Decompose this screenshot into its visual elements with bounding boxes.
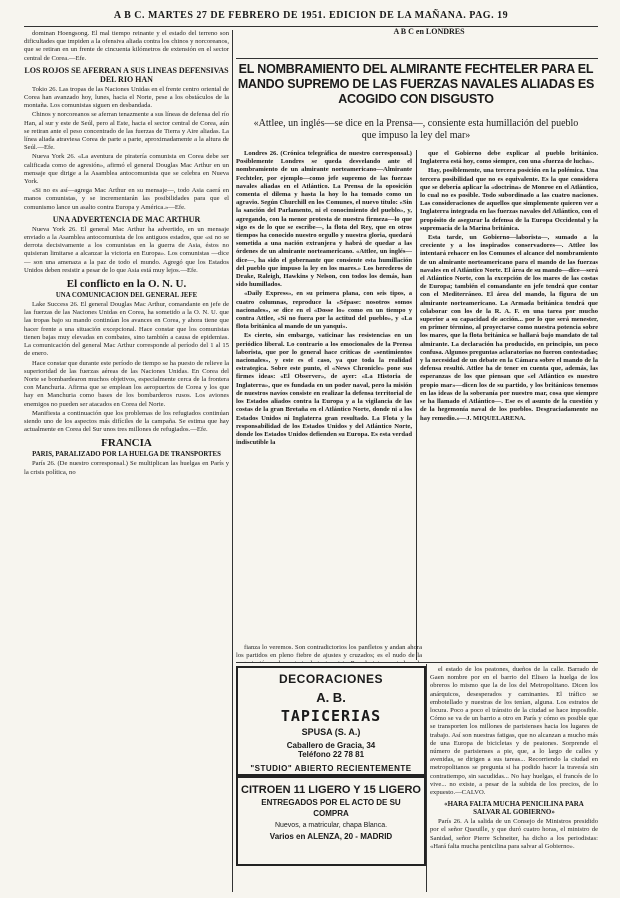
paragraph: Londres 26. (Crónica telegráfica de nuestro corresponsal.) Posiblemente Londres se queda desvelando ante el nombramiento de un almirante norteamericano—Almirante Fechteler, por ejemplo—como jefe supremo de las fuerzas navales aliadas en el Atlántico. La Prensa de la oposición comenta el dilema y hasta la hoy lo ha tomado como un agravio. Según Churchill en los Comunes, el nuevo título: «Sin la sanción del Parlamento, ni el conocimiento del pueblo», y, agregando, con la menor protesta de nuestra firmeza—lo que sigo es de lo que se escribe—, la flota del Rey, que en otros tiempos ha conocido nuestro orgullo y nuestra gloria, quedará sometida a una nación extranjera y habrá de quedar a las órdenes de un almirante norteamericano. «Attlee, un inglés—dice—, ha sido el gobernante que consiente esta humillación del pueblo que impuso la ley en los mares.» Los herederos de Drake, Raleigh, Hawkins y Nelson, con todos los demás, han sido humillados.	[236, 150, 412, 289]
paragraph: París 26. A la salida de un Consejo de Ministros presidido por el señor Queuille, y que duró cuatro horas, el ministro de Sanidad, señor Pierre Schneiter, ha dicho a los periodistas: «Hará falta mucha penicilina para salvar al Gobierno».	[430, 818, 598, 850]
francia-continued-column	[430, 666, 598, 892]
main-headline: EL NOMBRAMIENTO DEL ALMIRANTE FECHTELER PARA EL MANDO SUPREMO DE LAS FUERZAS NAVALES ALIADAS ES ACOGIDO CON DISGUSTO	[237, 62, 595, 106]
advert-line: Nuevos, a matricular, chapa Blanca.	[274, 822, 388, 829]
heading-francia: FRANCIA	[101, 437, 152, 450]
advert-title: DECORACIONES	[278, 672, 383, 686]
subheading-comunicacion: UNA COMUNICACION DEL GENERAL JEFE	[55, 292, 198, 300]
advert-tagline: "STUDIO" ABIERTO RECIENTEMENTE	[250, 764, 412, 773]
advert-phone: Teléfono 22 78 81	[297, 750, 365, 759]
paragraph: Es cierto, sin embargo, vaticinar las resistencias en un periódico liberal. Lo contrario a los emocionales de la Prensa laborista, que por lo general hace críticas de «sentimientos nacionales», y este es el caso, ya que toda la realidad estrategica. Sobre este punto, el «News Chronicle» pone sus firmes ideas: «El Observer», de ayer: «La Historia de Inglaterra», que es fundada en un poder naval, pero la misión de nuestros navíos consiste en realizar la defensa territorial de los Estados aliados contra la Europa y a la vigilancia de las costas de la gran Bretaña en el Atlántico Norte, donde ni a los Estados Unidos ni Inglaterra gran resultado. La Flota y la responsabilidad de los Estados Unidos y del Atlántico Norte, donde los Estados Unidos defienden su Europa. Es esta verdad indiscutible la	[236, 332, 412, 447]
subheading-huelga: PARIS, PARALIZADO POR LA HUELGA DE TRANSPORTES	[32, 451, 221, 459]
paragraph: Lake Success 26. El general Douglas Mac Arthur, comandante en jefe de las fuerzas de las Naciones Unidas en Corea, ha sometido a la O. N. U. que las tropas bajo su mando continúan los avances en Corea, y ahora tiene que hacer frente a una situación excepcional. Hace constar que los comunistas tienen bajas muy elevadas en combates, sino también a causa de epidemias. La comunicación del general Mac Arthur corresponde al período del 1 al 15 de enero.	[24, 301, 229, 358]
column-divider	[416, 150, 417, 660]
main-subheadline: «Attlee, un inglés—se dice en la Prensa—, consiente esta humillación del pueblo que impuso la ley del mar»	[253, 118, 579, 141]
masthead: A B C. MARTES 27 DE FEBRERO DE 1951. EDICION DE LA MAÑANA. PAG. 19	[113, 10, 509, 21]
heading-rojos: LOS ROJOS SE AFERRAN A SUS LINEAS DEFENSIVAS DEL RIO HAN	[24, 65, 229, 84]
advert-line: COMPRA	[313, 809, 349, 818]
header-rule	[236, 58, 598, 59]
advert-line: ENTREGADOS POR EL ACTO DE SU	[261, 798, 401, 807]
paragraph: Nueva York 26. «La aventura de piratería comunista en Corea debe ser calificada como de agresión», afirmó el general Douglas Mac Arthur en un mensaje que dirige a la Asamblea antocomunista que se celebra en Nueva York.	[24, 153, 229, 186]
advert-company: SPUSA (S. A.)	[301, 727, 361, 737]
paragraph: «Daily Express», en su primera plana, con seis tipos, a cuatro columnas, reproduce la «Sépase: nosotros somos nacionales», se dice en el «Dosse lo» como en un tiempo y contra Attlee, «Si no fuera por la actitud del pueblo», y «La flota británica al mando de un yanqui».	[236, 290, 412, 331]
column-divider	[232, 30, 233, 892]
paragraph: Manifiesta a continuación que los problemas de los refugiados continúan siendo uno de los aspectos más difíciles de la campaña. Se estima que hay actualmente en Corea del Sur unos tres millones de refugiados.—Efe.	[24, 409, 229, 434]
left-column	[24, 30, 229, 892]
paragraph: Tokio 26. Las tropas de las Naciones Unidas en el frente centro oriental de Corea han avanzado hoy, lunes, hacia el Norte, pese a los obstáculos de la montaña. Los comunistas siguen en desbandada.	[24, 85, 229, 110]
paragraph: Esta tarde, un Gobierno—laborista—, sumado a la creciente y a los inspirados conservadores—. Attlee los intentará rehacer en los Comunes el alcance del nombramiento de un almirante norteamericano para el mando de las fuerzas navales en el Atlántico Norte. El área de su mando—dice—será el Atlántico Norte, con la excepción de los mares de las costas de Europa; también el comandante en jefe tendrá que contar con el Mediterráneo. El área del mando, la figura de un almirante norteamericano. La Armada británica tendrá que colaborar con los de la R. A. F. en una tarea por mucho superior a su capacidad de acción... por lo que será menester, en primer término, al proyectarse como nuestra potencia sobre los mares, que la flota británica se hallará bajo mandato de tal almirante. La declaración ha producido, en principio, un poco confusa. Algunos preguntas aclaratorias no fueron contestadas; y la necesidad de un debate en la Cámara sobre el mando de la defensa resultó. Attlee ha de tener en cuenta que, además, las esperanzas de los que piensan que «el Atlántico es nuestro propio mar»—dicen los de su partido, y los británicos tenemos en las ideas de la soberanía por nuestro mar, cosa que siempre se ha llamado el Atlántico—. Ese es el asunto de la cuestión y de la hegemonía naval de los pueblos. Desgraciadamente no hay remedio.»—J. MIQUELARENA.	[420, 234, 598, 422]
paragraph: «Si no es así—agrega Mac Arthur en su mensaje—, todo Asia caerá en manos comunistas, y se incrementarán las posibilidades para que el comunismo lance un asalto contra Europa y América.»—Efe.	[24, 187, 229, 211]
left-intro: dominan Hoengsong. El mal tiempo reinante y el estado del terreno son dificultades que impiden a la ofensiva aliada contra los chinos y norcoreanos, que se retiran en un frente de cincuenta kilómetros de extensión en el sector central de Corea.—Efe.	[24, 30, 229, 62]
advert-citroen	[236, 776, 426, 866]
section-tag-london: A B C en LONDRES	[393, 27, 465, 36]
heading-conflicto: El conflicto en la O. N. U.	[66, 278, 187, 291]
paragraph: Nueva York 26. El general Mac Arthur ha advertido, en un mensaje enviado a la Asamblea antocomunista de los antiguos estados, que «si no se derrota decisivamente a los comunistas en la guerra de Asia, éstos no quisieran limitarse a alcanzar la victoria en Europa». Los comunistas —dice— son una amenaza a la paz de todo el mundo. Agregó que los Estados Unidos deben resistir a pesar de lo que Asia está muy lejos.—Efe.	[24, 225, 229, 274]
advert-title: CITROEN 11 LIGERO Y 15 LIGERO	[241, 784, 421, 796]
advert-headline: TAPICERIAS	[280, 707, 382, 725]
heading-advertencia: UNA ADVERTENCIA DE MAC ARTHUR	[52, 214, 201, 224]
london-column-2	[420, 150, 598, 660]
paragraph: Hace constar que durante este período de tiempo se ha puesto de relieve la superioridad de las fuerzas aéreas de las Naciones Unidas. En Corea del Norte se bombardearon muchos objetivos, especialmente cerca de la frontera con Manchuria. Afirma que se emplean los aeropuertos de Corea y los que hay en Manchuria como bases de los bombarderos rusos. Los aviones enemigos no pueden ser atacados en Corea del Norte.	[24, 359, 229, 408]
paragraph: que el Gobierno debe explicar al pueblo británico. Inglaterra está hoy, como siempre, con una «fuerza de lucha».	[420, 150, 598, 166]
advert-brand: A. B.	[316, 690, 346, 705]
column-divider	[426, 664, 427, 892]
paragraph: el estado de los peatones, dueños de la calle. Barrado de Gaen nombre por en el barrio del Eliseo la huelga de los obreros lo mismo que la de los del Metropolitano. Dicen los anárquicos, desesperados y caminantes. El tráfico se embotellado y nuestras de los tenían, alguna. Los estratos de locura. Poco a poco el tránsito de la ciudad se hace imposible. Cómo se va de un barrio a otro en París y cómo es posible que se transporten los millones de parisienses hacia los lugares de trabajo. Así son nuestras fatigas, que no alcanzan a mucho más de una Europa de bicicletas y de peatones. Sorprende el número de parisienses a pie, que, a lo largo de calles y avenidas, se dirigen a sus tareas... Recorriendo la ciudad en metropolitanos se pregunta si ha podido hacer la travesía sin contratiempo, sin sacudidas... No hay huelgas, el francés de lo vive... no existe, a pesar de la subida de los precios, de lo expuesto.—CALVO.	[430, 666, 598, 797]
section-rule	[236, 662, 598, 663]
heading-penicilina: «HARA FALTA MUCHA PENICILINA PARA SALVAR AL GOBIERNO»	[444, 800, 584, 817]
advert-decoraciones	[236, 666, 426, 776]
paragraph: Chinos y norcoreanos se aferran tenazmente a sus líneas de defensa del río Han, al sur y este de Seúl, pero al Este, hacia el sector central de Corea, aún se retiran ante el peso concentrado de las fuerzas de Tierra y Aire aliadas. La línea aliada atraviesa Corea de parte a parte, aproximadamente a la altura de Seúl.—Efe.	[24, 111, 229, 152]
london-column-1	[236, 150, 412, 660]
continued-text	[236, 644, 422, 662]
advert-address: Caballero de Gracia, 34	[286, 741, 376, 750]
paragraph: fianza lo veremos. Son contradictorios los panfletos y andan ahora los partidos en pleno fiebre de ajustes y cruzados; es el nudo de la	[236, 644, 422, 660]
advert-address: Varios en ALENZA, 20 - MADRID	[269, 832, 393, 841]
paragraph: París 26. (De nuestro corresponsal.) Se multiplican las huelgas en París y la crisis política, no	[24, 460, 229, 476]
paragraph: Hay, posiblemente, una tercera posición en la polémica. Una tercera posibilidad que no es equivalente. Es la que considera que se debería aplicar la «doctrina» de Monroe en el Atlántico, lo cual no es posible. Todo subordinado a las cuatro naciones. Las consideraciones de aquellos que simplemente quieren ver a Inglaterra integrada en las fuerzas navales del Atlántico, con el propósito de asegurar la defensa de la Europa Occidental y la supremacía de la Marina británica.	[420, 167, 598, 232]
